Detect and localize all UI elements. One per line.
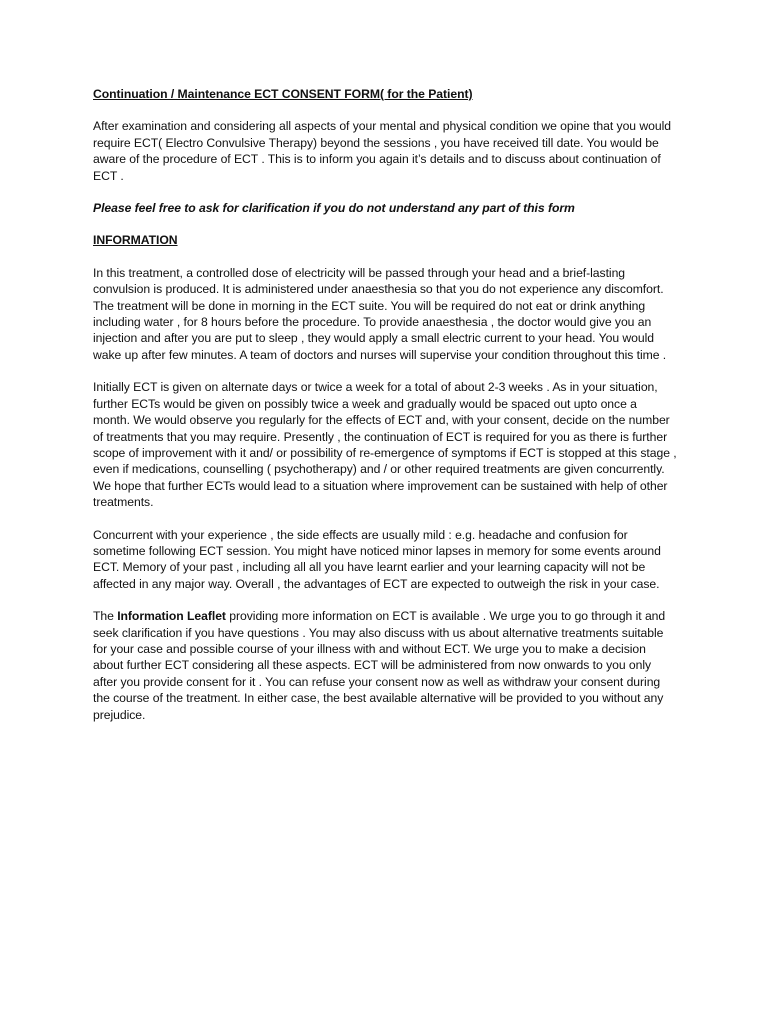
intro-paragraph: After examination and considering all aspects of your mental and physical condition we opine that you would require ECT( Electro Convulsive Therapy) beyond the sessions , you have received till date. You would be aware of the procedure of ECT . This is to inform you again it’s details and to discuss about continuation of ECT .: [93, 119, 671, 183]
treatment-paragraph: In this treatment, a controlled dose of electricity will be passed through your head and a brief-lasting convulsion is produced. It is administered under anaesthesia so that you do not experience any discomfort. The treatment will be done in morning in the ECT suite. You will be required do not eat or drink anything including water , for 8 hours before the procedure. To provide anaesthesia , the doctor would give you an injection and after you are put to sleep , they would apply a small electric current to your head. You would wake up after few minutes. A team of doctors and nurses will supervise your condition throughout this time .: [93, 265, 667, 362]
side-effects-paragraph: Concurrent with your experience , the side effects are usually mild : e.g. headache and confusion for sometime following ECT session. You might have noticed minor lapses in memory for some events around ECT. Memory of your past , including all all you have learnt earlier and your learning capacity will not be affected in any major way. Overall , the advantages of ECT are expected to outweigh the risk in your case.: [93, 527, 661, 591]
consent-paragraph: [93, 608, 677, 723]
consent-form-document: [93, 86, 677, 739]
clarification-note: Please feel free to ask for clarification if you do not understand any part of this form: [93, 201, 575, 216]
consent-paragraph-rest: providing more information on ECT is available . We urge you to go through it and seek clarification if you have questions . You may also discuss with us about alternative treatments suitable for your case and possible course of your illness with and without ECT. We urge you to make a decision about further ECT considering all these aspects. ECT will be administered from now onwards to you only after you provide consent for it . You can refuse your consent now as well as withdraw your consent during the course of the treatment. In either case, the best available alternative will be provided to you without any prejudice.: [93, 609, 666, 722]
schedule-paragraph: Initially ECT is given on alternate days or twice a week for a total of about 2-3 weeks . As in your situation, further ECTs would be given on possibly twice a week and gradually would be spaced out upto once a month. We would observe you regularly for the effects of ECT and, with your consent, decide on the number of treatments that you may require. Presently , the continuation of ECT is required for you as there is further scope of improvement with it and/ or possibility of re-emergence of symptoms if ECT is stopped at this stage , even if medications, counselling ( psychotherapy) and / or other required treatments are given concurrently. We hope that further ECTs would lead to a situation where improvement can be sustained with help of other treatments.: [93, 380, 677, 510]
form-title: Continuation / Maintenance ECT CONSENT FORM( for the Patient): [93, 87, 473, 101]
consent-paragraph-prefix: The: [93, 609, 118, 624]
information-leaflet-emphasis: Information Leaflet: [117, 609, 226, 624]
information-heading: INFORMATION: [93, 233, 178, 248]
